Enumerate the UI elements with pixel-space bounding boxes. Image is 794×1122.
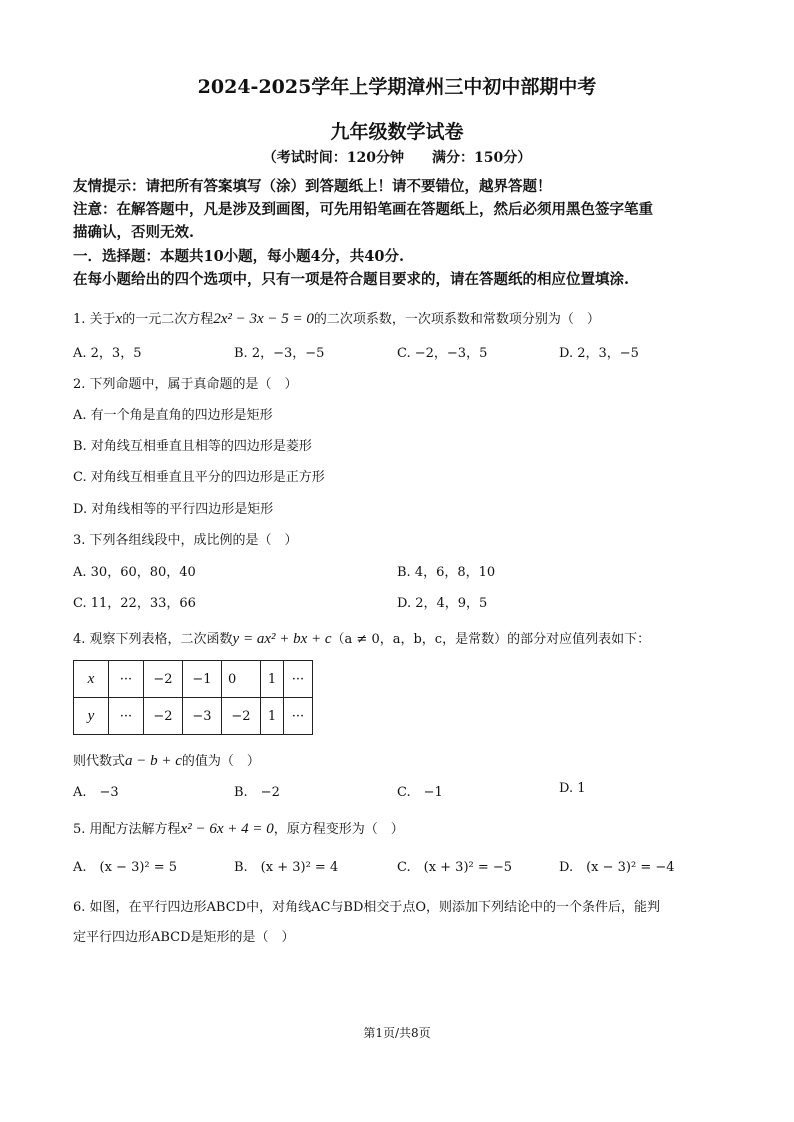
question-6-line-1: 6. 如图，在平行四边形ABCD中，对角线AC与BD相交于点O，则添加下列结论中的一个条件后，能判 (73, 900, 661, 915)
q4-text-b: （a ≠ 0，a，b，c，是常数）的部分对应值列表如下： (331, 632, 651, 647)
table-cell: −2 (222, 698, 261, 735)
exam-title: 2024-2025学年上学期漳州三中初中部期中考 (197, 76, 597, 98)
question-5-stem (73, 818, 404, 838)
table-cell: 0 (222, 661, 261, 698)
table-cell: x (74, 661, 109, 698)
q1-variable: x (115, 311, 123, 327)
q5-option-a: A. (x − 3)² = 5 (73, 860, 178, 875)
q1-option-c: C. −2，−3，5 (397, 346, 488, 361)
q3-option-c: C. 11，22，33，66 (73, 596, 196, 611)
question-3-stem: 3. 下列各组线段中，成比例的是（ ） (73, 533, 298, 548)
q4-function: y = ax² + bx + c (232, 631, 332, 647)
q1-text-a: 1. 关于 (73, 312, 116, 327)
q1-option-a: A. 2，3，5 (73, 346, 142, 361)
table-cell: −2 (144, 661, 183, 698)
table-cell: ··· (109, 661, 144, 698)
q4-text-a: 4. 观察下列表格，二次函数 (73, 632, 233, 647)
section-heading: 一．选择题：本题共10小题，每小题4分，共40分. (73, 248, 404, 265)
q4-option-a: A. −3 (73, 785, 119, 800)
q5-option-d: D. (x − 3)² = −4 (559, 860, 675, 875)
q1-text-c: 的二次项系数，一次项系数和常数项分别为（ ） (313, 312, 600, 327)
table-cell: 1 (261, 698, 284, 735)
table-row (74, 698, 313, 735)
table-row (74, 661, 313, 698)
table-cell: −2 (144, 698, 183, 735)
friendly-tip: 友情提示：请把所有答案填写（涂）到答题纸上！请不要错位，越界答题！ (73, 178, 552, 195)
table-cell: ··· (284, 661, 313, 698)
table-cell: 1 (261, 661, 284, 698)
question-6-line-2: 定平行四边形ABCD是矩形的是（ ） (73, 930, 295, 945)
q4-expression: a − b + c (125, 753, 182, 769)
table-cell: ··· (284, 698, 313, 735)
q4-followup-text-a: 则代数式 (73, 754, 126, 769)
q5-text-b: ，原方程变形为（ ） (273, 822, 404, 837)
q5-option-b: B. (x + 3)² = 4 (234, 860, 339, 875)
q2-option-c: C. 对角线互相垂直且平分的四边形是正方形 (73, 470, 325, 485)
question-2-stem: 2. 下列命题中，属于真命题的是（ ） (73, 377, 298, 392)
question-4-followup (73, 750, 260, 770)
exam-info: （考试时间：120分钟 满分：150分） (262, 150, 532, 166)
table-cell: ··· (109, 698, 144, 735)
q5-option-c: C. (x + 3)² = −5 (397, 860, 513, 875)
q4-option-d: D. 1 (559, 781, 586, 796)
q5-equation: x² − 6x + 4 = 0 (180, 821, 274, 837)
question-1-stem (73, 308, 600, 328)
attention-line-2: 描确认，否则无效. (73, 224, 195, 241)
q4-option-b: B. −2 (234, 785, 280, 800)
section-instruction: 在每小题给出的四个选项中，只有一项是符合题目要求的，请在答题纸的相应位置填涂. (73, 271, 630, 288)
q2-option-a: A. 有一个角是直角的四边形是矩形 (73, 408, 273, 423)
value-table (73, 660, 313, 735)
q1-text-b: 的一元二次方程 (122, 312, 214, 327)
q3-option-a: A. 30，60，80，40 (73, 565, 196, 580)
q2-option-b: B. 对角线互相垂直且相等的四边形是菱形 (73, 439, 312, 454)
q3-option-d: D. 2，4，9，5 (397, 596, 488, 611)
q1-option-b: B. 2，−3，−5 (234, 346, 325, 361)
table-cell: −1 (183, 661, 222, 698)
q1-option-d: D. 2，3，−5 (559, 346, 639, 361)
exam-subtitle: 九年级数学试卷 (330, 121, 464, 143)
page-footer: 第1页/共8页 (363, 1026, 431, 1040)
q1-equation: 2x² − 3x − 5 = 0 (213, 311, 314, 327)
attention-line-1: 注意：在解答题中，凡是涉及到画图，可先用铅笔画在答题纸上，然后必须用黑色签字笔重 (73, 201, 653, 218)
table-cell: y (74, 698, 109, 735)
q3-option-b: B. 4，6，8，10 (397, 565, 496, 580)
q4-option-c: C. −1 (397, 785, 443, 800)
question-4-stem (73, 628, 650, 648)
table-cell: −3 (183, 698, 222, 735)
q5-text-a: 5. 用配方法解方程 (73, 822, 181, 837)
q2-option-d: D. 对角线相等的平行四边形是矩形 (73, 502, 274, 517)
q4-followup-text-b: 的值为（ ） (181, 754, 260, 769)
